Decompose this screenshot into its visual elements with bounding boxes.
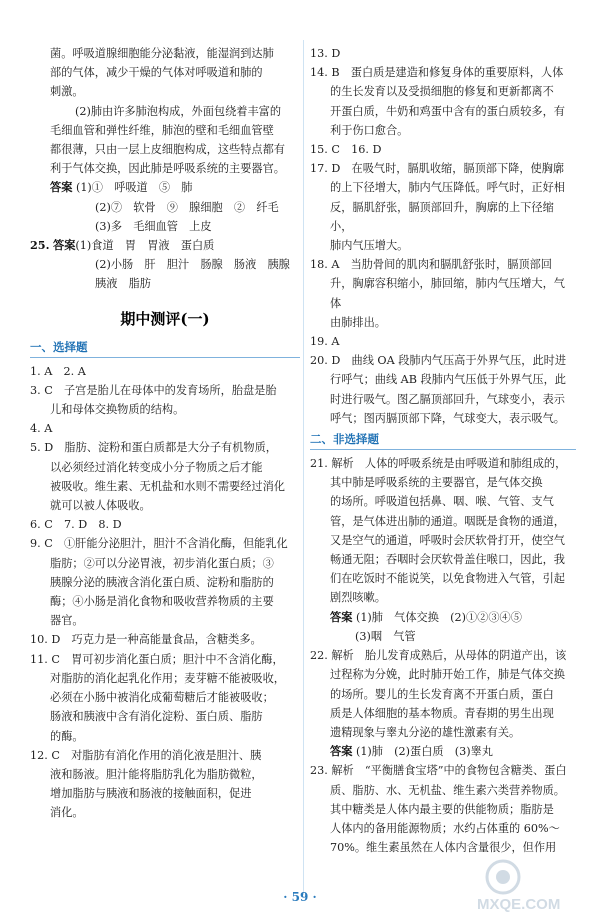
- q21: [310, 454, 576, 646]
- text-line: 反，膈肌舒张，膈顶部回升，胸廓的上下径缩小，: [330, 200, 554, 233]
- q19: 19. A: [310, 335, 340, 349]
- text-line: 过程称为分娩，此时肺开始工作，肺是气体交换: [330, 668, 565, 682]
- text-line: 肠液和胰液中含有消化淀粉、蛋白质、脂肪: [50, 710, 263, 724]
- section-heading-nonchoice: 二、非选择题: [310, 430, 576, 450]
- text-line: 消化。: [50, 806, 84, 820]
- text-line: 12. C 对脂肪有消化作用的消化液是胆汁、胰: [30, 748, 262, 762]
- section-heading-choice: 一、选择题: [30, 338, 300, 358]
- text-line: 其中肺是呼吸系统的主要器官，是气体交换: [330, 476, 543, 490]
- text-line: 器官。: [50, 614, 84, 628]
- q18: [310, 255, 576, 332]
- q23: [310, 761, 576, 857]
- answer-label: 答案: [50, 180, 73, 195]
- text-line: 呼气；图丙膈顶部下降，气球变大，表示吸气。: [330, 411, 565, 425]
- right-column: [310, 44, 576, 857]
- text-line: 对脂肪的消化起乳化作用；麦芽糖不能被吸收，: [50, 671, 285, 685]
- text-line: 20. D 曲线 OA 段肺内气压高于外界气压，此时进: [310, 354, 567, 368]
- page-number: · 59 ·: [283, 890, 317, 904]
- text-line: 胰腺分泌的胰液含消化蛋白质、淀粉和脂肪的: [50, 575, 274, 589]
- q24-answer: [30, 178, 300, 236]
- q11: [30, 650, 300, 746]
- text-line: 被吸收。维生素、无机盐和水则不需要经过消化: [50, 479, 285, 493]
- text-line: 行呼气；曲线 AB 段肺内气压低于外界气压，此: [330, 373, 566, 387]
- answer-text: (1)① 呼吸道 ⑤ 肺: [75, 181, 193, 195]
- answer-label: 答案: [330, 609, 353, 624]
- text-line: 其中糖类是人体内最主要的供能物质；脂肪是: [330, 802, 554, 816]
- text-line: 以必须经过消化转变成小分子物质之后才能: [50, 460, 263, 474]
- answer-text: (1)肺 气体交换 (2)①②③④⑤: [355, 610, 522, 624]
- q3: [30, 381, 300, 419]
- q10: 10. D 巧克力是一种高能量食品，含糖类多。: [30, 633, 262, 647]
- text-line: 14. B 蛋白质是建造和修复身体的重要原料，人体: [310, 66, 564, 80]
- text-line: 23. 解析 “平衡膳食宝塔”中的食物包含糖类、蛋白: [310, 764, 567, 778]
- answer-text: 胰液 脂肪: [95, 277, 151, 291]
- text-line: 17. D 在吸气时，膈肌收缩，膈顶部下降，使胸廓: [310, 162, 565, 176]
- text-line: 的生长发育以及受损细胞的修复和更新都离不: [330, 85, 554, 99]
- text-line: 时进行吸气。图乙膈顶部回升，气球变小，表示: [330, 392, 565, 406]
- q12: [30, 746, 300, 823]
- answer-label: 答案: [330, 744, 353, 759]
- text-line: 5. D 脂肪、淀粉和蛋白质都是大分子有机物质，: [30, 441, 277, 455]
- text-line: 21. 解析 人体的呼吸系统是由呼吸道和肺组成的，: [310, 457, 567, 471]
- left-column: [30, 44, 300, 823]
- section-title: 期中测评(一): [120, 309, 210, 328]
- q24-explanation-continued: [30, 44, 300, 102]
- answer-label: 答案: [53, 238, 76, 253]
- watermark-logo: [475, 855, 590, 915]
- text-line: 人体内的备用能源物质；水约占体重的 60%～: [330, 821, 560, 835]
- q24-explanation-part2: [30, 102, 300, 179]
- text-line: 酶；④小肠是消化食物和吸收营养物质的主要: [50, 595, 274, 609]
- text-line: 利于伤口愈合。: [330, 123, 409, 137]
- watermark-text: MXQE.COM: [477, 896, 561, 913]
- question-number: 25.: [30, 238, 50, 253]
- text-line: 的上下径增大，肺内气压降低。呼气时，正好相: [330, 181, 565, 195]
- q14: [310, 63, 576, 140]
- text-line: 增加脂肪与胰液和肠液的接触面积，促进: [50, 787, 252, 801]
- q13: 13. D: [310, 47, 341, 60]
- text-line: 肺内气压增大。: [330, 239, 409, 253]
- answer-text: (2)小肠 肝 胆汁 肠腺 肠液 胰腺: [95, 258, 290, 272]
- text-line: 液和肠液。胆汁能将脂肪乳化为脂肪微粒，: [50, 767, 263, 781]
- answer-text: (1)肺 (2)蛋白质 (3)睾丸: [355, 745, 493, 759]
- text-line: 们在吃饭时不能说笑，以免食物进入气管，引起: [330, 572, 565, 586]
- q25: [30, 236, 300, 294]
- text-line: 的场所。婴儿的生长发育离不开蛋白质，蛋白: [330, 687, 554, 701]
- text-line: 9. C ①肝能分泌胆汁，胆汁不含消化酶，但能乳化: [30, 537, 288, 551]
- q15-16: 15. C 16. D: [310, 143, 382, 157]
- text-line: 毛细血管和弹性纤维，肺泡的壁和毛细血管壁: [50, 123, 274, 137]
- text-line: (2)肺由许多肺泡构成，外面包绕着丰富的: [75, 104, 282, 118]
- answer-text: (3)咽 气管: [355, 629, 416, 643]
- text-line: 11. C 胃可初步消化蛋白质；胆汁中不含消化酶，: [30, 652, 284, 666]
- text-line: 遗精现象与睾丸分泌的雄性激素有关。: [330, 725, 521, 739]
- q9: [30, 534, 300, 630]
- answer-text: (1)食道 胃 胃液 蛋白质: [75, 239, 215, 253]
- text-line: 刺激。: [50, 85, 84, 99]
- q17: [310, 159, 576, 255]
- text-line: 又是空气的通道，呼吸时会厌软骨打开，使空气: [330, 533, 565, 547]
- q20: [310, 351, 576, 428]
- text-line: 利于气体交换，因此肺是呼吸系统的主要器官。: [50, 162, 285, 176]
- text-line: 3. C 子宫是胎儿在母体中的发育场所，胎盘是胎: [30, 383, 277, 397]
- q1-2: 1. A 2. A: [30, 364, 86, 378]
- text-line: 质、脂肪、水、无机盐、维生素六类营养物质。: [330, 783, 565, 797]
- text-line: 必须在小肠中被消化成葡萄糖后才能被吸收；: [50, 691, 274, 705]
- text-line: 就可以被人体吸收。: [50, 499, 151, 513]
- text-line: 畅通无阻；吞咽时会厌软骨盖住喉口，因此，我: [330, 553, 565, 567]
- answer-text: (3)多 毛细血管 上皮: [95, 219, 212, 233]
- text-line: 的场所。呼吸道包括鼻、咽、喉、气管、支气: [330, 495, 554, 509]
- text-line: 都很薄，只由一层上皮细胞构成，这些特点都有: [50, 143, 285, 157]
- text-line: 的酶。: [50, 729, 84, 743]
- text-line: 70%。维生素虽然在人体内含量很少，但作用: [330, 841, 557, 855]
- q5: [30, 438, 300, 515]
- text-line: 儿和母体交换物质的结构。: [50, 403, 185, 417]
- text-line: 脂肪；②可以分泌胃液，初步消化蛋白质；③: [50, 556, 274, 570]
- q22: [310, 646, 576, 761]
- q6-8: 6. C 7. D 8. D: [30, 518, 122, 532]
- q4: 4. A: [30, 422, 53, 436]
- answer-text: (2)⑦ 软骨 ⑨ 腺细胞 ② 纤毛: [95, 200, 279, 214]
- text-line: 开蛋白质，牛奶和鸡蛋中含有的蛋白质较多，有: [330, 104, 565, 118]
- text-line: 22. 解析 胎儿发育成熟后，从母体的阴道产出，该: [310, 649, 567, 663]
- text-line: 18. A 当肋骨间的肌肉和膈肌舒张时，膈顶部回: [310, 258, 552, 272]
- text-line: 由肺排出。: [330, 315, 386, 329]
- text-line: 部的气体，减少干燥的气体对呼吸道和肺的: [50, 66, 263, 80]
- text-line: 管，是气体进出肺的通道。咽既是食物的通道，: [330, 514, 565, 528]
- text-line: 菌。呼吸道腺细胞能分泌黏液，能湿润到达肺: [50, 47, 274, 60]
- text-line: 剧烈咳嗽。: [330, 591, 386, 605]
- text-line: 质是人体细胞的基本物质。青春期的男生出现: [330, 706, 554, 720]
- text-line: 升，胸廓容积缩小，肺回缩，肺内气压增大，气体: [330, 277, 565, 310]
- column-divider: [303, 40, 304, 895]
